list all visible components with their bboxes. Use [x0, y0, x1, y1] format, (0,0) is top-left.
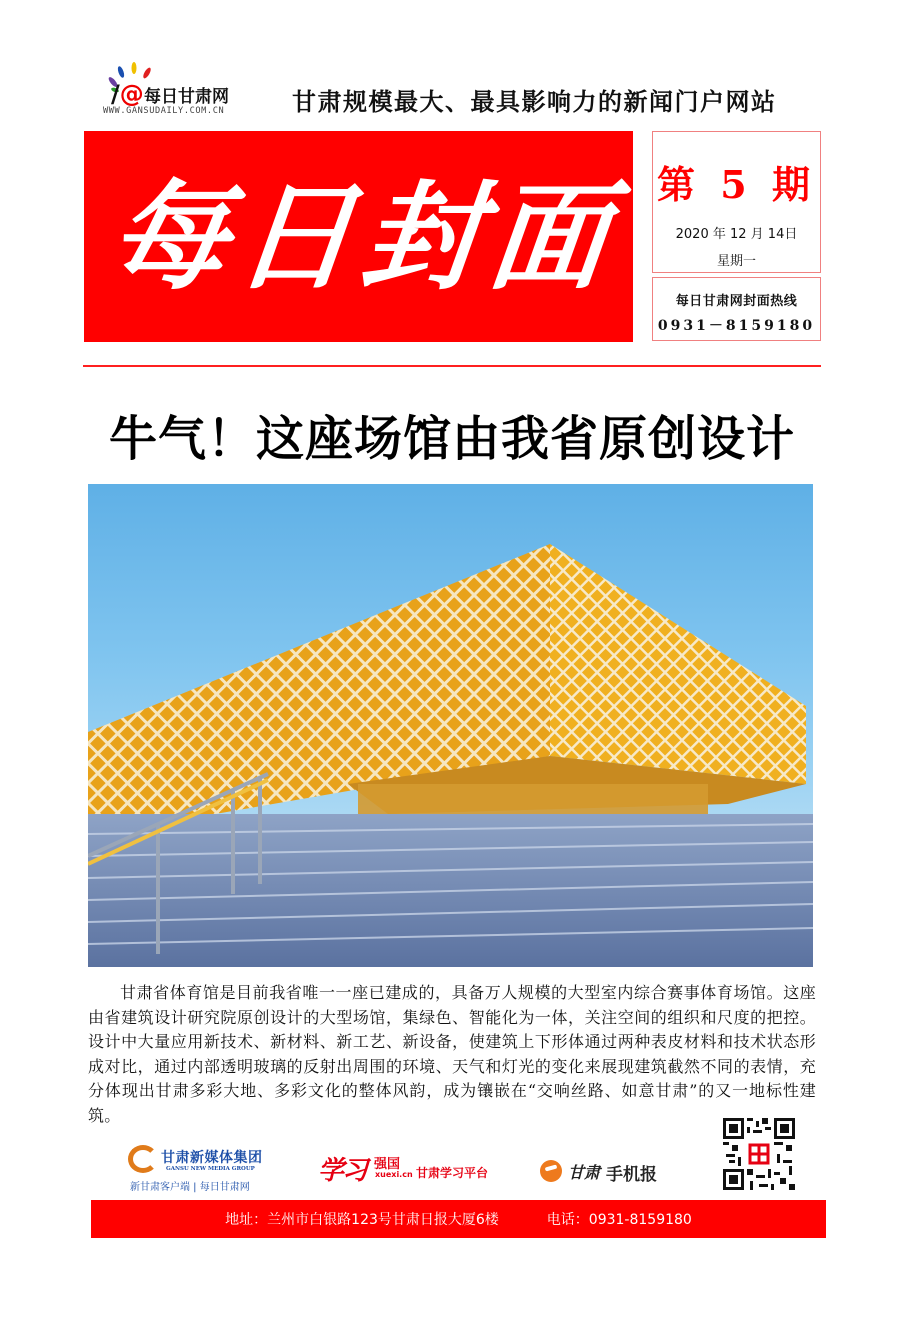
xuexi-platform: 甘肃学习平台 [416, 1166, 489, 1180]
hotline-label: 每日甘肃网封面热线 [675, 294, 798, 309]
hotline-box [652, 277, 821, 341]
masthead-char: 封 [355, 166, 488, 306]
xuexi-script: 学习 [318, 1156, 367, 1186]
gansu-mobile-gansu: 甘肃 [568, 1163, 601, 1182]
issue-info-box [652, 131, 821, 273]
site-url: WWW.GANSUDAILY.COM.CN [103, 106, 225, 116]
contact-address: 地址：兰州市白银路123号甘肃日报大厦6楼 [225, 1212, 499, 1228]
masthead-char: 每 [102, 166, 236, 306]
contact-bar [91, 1200, 826, 1238]
at-logo-icon: /@ [111, 80, 144, 108]
hotline-phone: 0931－8159180 [657, 318, 816, 334]
article-photo [88, 484, 813, 967]
issue-date: 2020 年 12 月 14日 [675, 227, 798, 242]
issue-weekday: 星期一 [716, 254, 756, 269]
gansu-media-g-icon [128, 1145, 158, 1173]
masthead-char: 日 [229, 166, 362, 306]
xuexi-domain: xuexi.cn [375, 1170, 413, 1179]
header-divider [83, 365, 821, 367]
site-slogan: 甘肃规模最大、最具影响力的新闻门户网站 [292, 87, 777, 116]
contact-phone: 电话：0931-8159180 [546, 1212, 692, 1228]
site-logo[interactable] [97, 62, 257, 122]
masthead-banner [84, 131, 633, 342]
issue-number: 第 5 期 [657, 162, 816, 207]
gansu-mobile-s-icon [540, 1160, 562, 1182]
article-headline: 牛气！这座场馆由我省原创设计 [108, 411, 795, 467]
gansu-media-sub: 新甘肃客户端 | 每日甘肃网 [130, 1182, 250, 1193]
gansu-new-media-logo[interactable] [128, 1145, 298, 1193]
gansu-mobile-news-logo[interactable] [540, 1158, 690, 1188]
gansu-mobile-label: 手机报 [606, 1165, 657, 1185]
stadium-illustration [88, 484, 813, 967]
site-brand: 每日甘肃网 [144, 87, 229, 107]
xuexi-qiangguo: 强国 [374, 1157, 401, 1172]
xuexi-qiangguo-logo[interactable] [318, 1150, 508, 1190]
qr-code-icon[interactable] [723, 1118, 795, 1190]
masthead-char: 面 [481, 166, 615, 306]
gansu-media-name: 甘肃新媒体集团 [161, 1150, 263, 1166]
article-body: 甘肃省体育馆是目前我省唯一一座已建成的，具备万人规模的大型室内综合赛事体育场馆。这座由省建筑设计研究院原创设计的大型场馆，集绿色、智能化为一体，关注空间的组织和尺度的把控。设计中大量应用新技术、新材料、新工艺、新设备，使建筑上下形体通过两种表皮材料和技术状态形成对比，通过内部透明玻璃的反射出周围的环境、天气和灯光的变化来展现建筑截然不同的表情，充分体现出甘肃多彩大地、多彩文化的整体风韵，成为镶嵌在“交响丝路、如意甘肃”的又一地标性建筑。 [88, 983, 816, 1125]
gansu-media-english: GANSU NEW MEDIA GROUP [166, 1166, 255, 1172]
